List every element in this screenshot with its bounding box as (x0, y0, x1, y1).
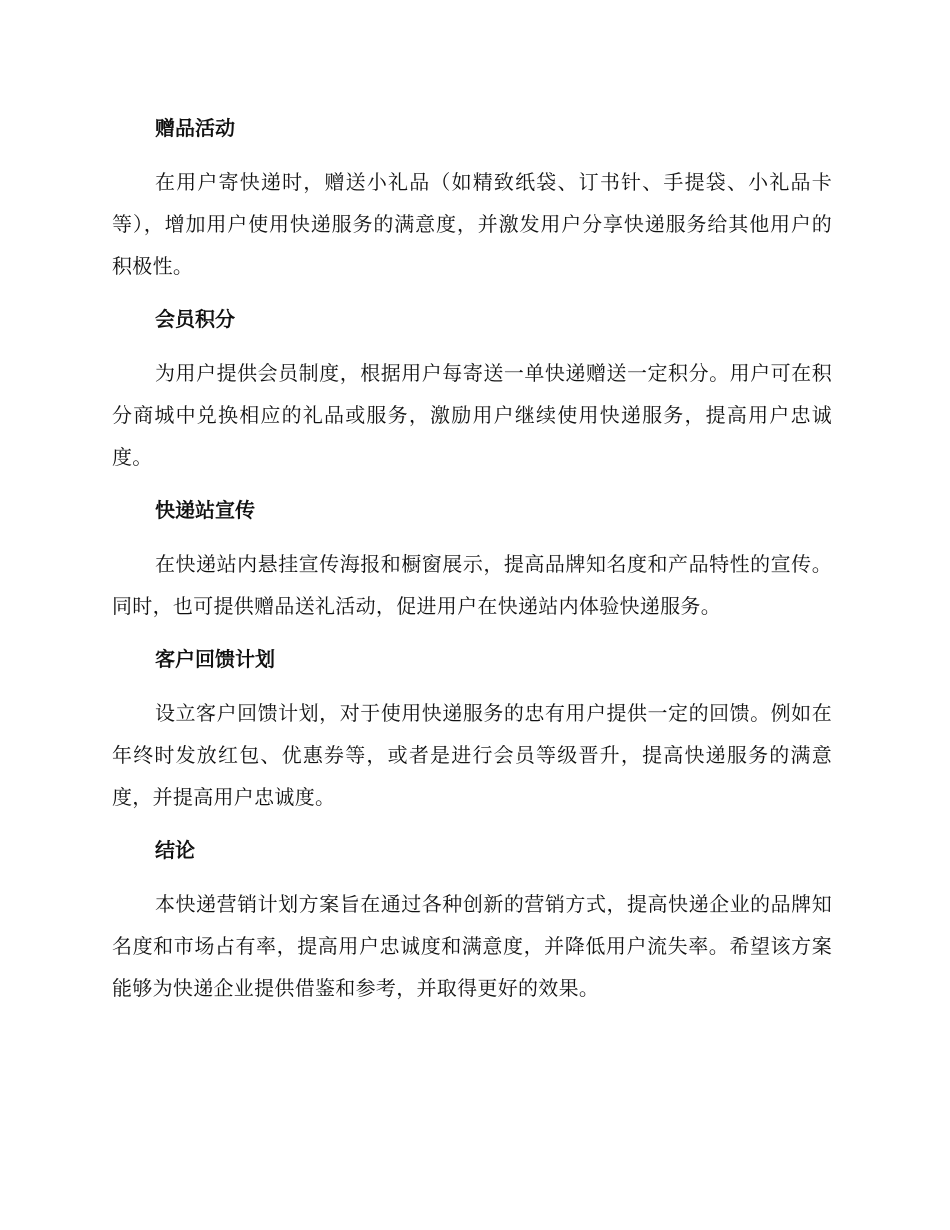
section-heading: 会员积分 (155, 307, 235, 331)
section-heading: 结论 (155, 838, 195, 862)
section-heading: 快递站宣传 (155, 498, 255, 522)
section-conclusion (112, 830, 832, 1009)
document-content (112, 108, 832, 1021)
section-paragraph: 在用户寄快递时，赠送小礼品（如精致纸袋、订书针、手提袋、小礼品卡等），增加用户使用快递服务的满意度，并激发用户分享快递服务给其他用户的积极性。 (112, 170, 832, 278)
section-heading: 客户回馈计划 (155, 647, 275, 671)
section-customer-rewards (112, 639, 832, 818)
section-gift-activity (112, 108, 832, 287)
section-paragraph: 本快递营销计划方案旨在通过各种创新的营销方式，提高快递企业的品牌知名度和市场占有率，提高用户忠诚度和满意度，并降低用户流失率。希望该方案能够为快递企业提供借鉴和参考，并取得更好的效果。 (112, 892, 832, 1000)
section-heading: 赠品活动 (155, 116, 235, 140)
section-paragraph: 在快递站内悬挂宣传海报和橱窗展示，提高品牌知名度和产品特性的宣传。同时，也可提供赠品送礼活动，促进用户在快递站内体验快递服务。 (112, 552, 832, 618)
section-paragraph: 为用户提供会员制度，根据用户每寄送一单快递赠送一定积分。用户可在积分商城中兑换相应的礼品或服务，激励用户继续使用快递服务，提高用户忠诚度。 (112, 361, 832, 469)
section-station-promotion (112, 490, 832, 627)
section-member-points (112, 299, 832, 478)
section-paragraph: 设立客户回馈计划，对于使用快递服务的忠有用户提供一定的回馈。例如在年终时发放红包、优惠券等，或者是进行会员等级晋升，提高快递服务的满意度，并提高用户忠诚度。 (112, 701, 832, 809)
